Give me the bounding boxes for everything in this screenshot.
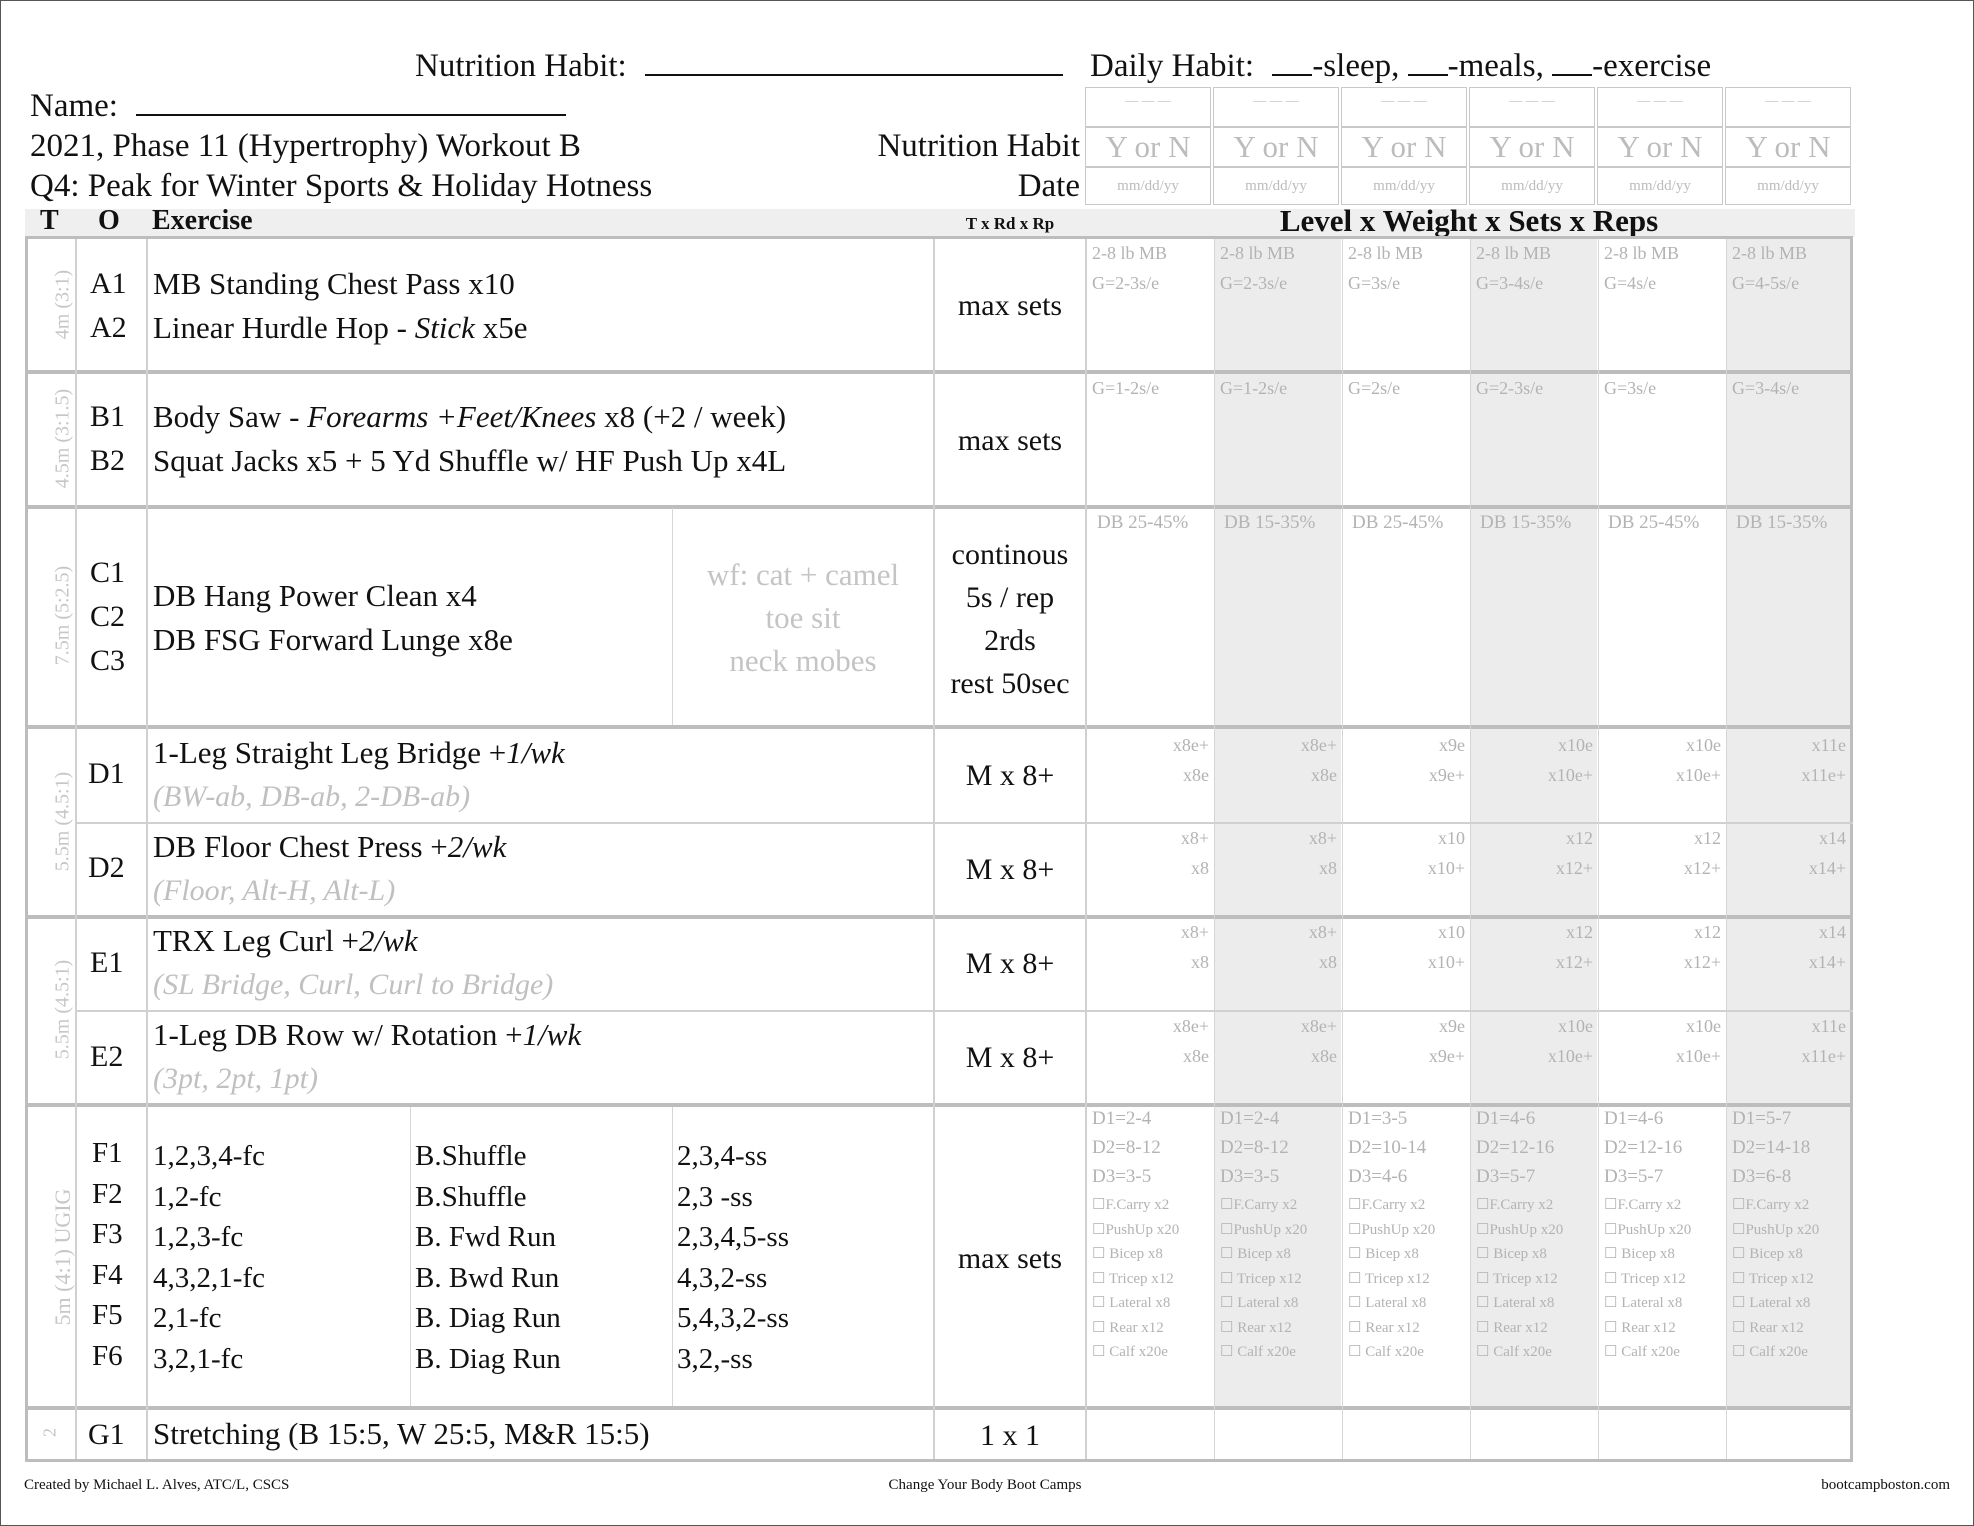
exercise-c2: DB FSG Forward Lunge x8e [153, 622, 513, 657]
exercise-e2-variations: (3pt, 2pt, 1pt) [153, 1062, 318, 1095]
daily-habit-check-cell[interactable]: __ __ __ [1469, 87, 1595, 127]
tracking-column [1341, 87, 1469, 207]
nutrition-yn-cell[interactable]: Y or N [1469, 127, 1595, 167]
level-b-5: G=3s/e [1604, 378, 1657, 398]
daily-habit-header [1090, 48, 1711, 85]
col-header-exercise: Exercise [152, 205, 253, 236]
level-a-1: 2-8 lb MB G=2-3s/e [1092, 243, 1168, 293]
level-e1-6: x14 x14+ [1808, 922, 1846, 972]
nutrition-yn-cell[interactable]: Y or N [1597, 127, 1723, 167]
nutrition-habit-blank[interactable] [645, 48, 1063, 76]
code-c2: C2 [90, 600, 126, 633]
exercise-d1-variations: (BW-ab, DB-ab, 2-DB-ab) [153, 780, 471, 813]
name-header [30, 88, 566, 125]
nutrition-yn-cell[interactable]: Y or N [1085, 127, 1211, 167]
exercise-blank[interactable] [1552, 48, 1592, 76]
quarter-focus: Q4: Peak for Winter Sports & Holiday Hotness [30, 168, 653, 204]
ugig-col-3: 2,3,4-ss 2,3 -ss 2,3,4,5-ss 4,3,2-ss 5,4,3,2-ss 3,2,-ss [677, 1140, 789, 1375]
exercise-a2: Linear Hurdle Hop - Stick x5e [153, 310, 528, 345]
tracking-header-grid [1085, 87, 1853, 207]
block-b-exercise [153, 395, 786, 483]
exercise-g1: Stretching (B 15:5, W 25:5, M&R 15:5) [153, 1416, 650, 1451]
level-d1-4: x10e x10e+ [1547, 735, 1593, 785]
code-d1: D1 [88, 757, 125, 790]
daily-habit-label: Daily Habit: [1090, 48, 1255, 84]
tracking-column [1725, 87, 1853, 207]
footer-brand: Change Your Body Boot Camps [888, 1477, 1082, 1493]
level-b-6: G=3-4s/e [1732, 378, 1800, 398]
trp-c: continous 5s / rep 2rds rest 50sec [950, 538, 1070, 700]
date-cell[interactable]: mm/dd/yy [1085, 167, 1211, 205]
level-e2-5: x10e x10e+ [1675, 1016, 1721, 1066]
col-divider [1726, 239, 1727, 1459]
block-b-codes [90, 395, 125, 483]
block-c-time: 7.5m (5:2.5) [51, 565, 74, 666]
daily-habit-check-cell[interactable]: __ __ __ [1725, 87, 1851, 127]
level-e2-6: x11e x11e+ [1801, 1016, 1846, 1066]
trp-d2: M x 8+ [965, 853, 1055, 886]
code-g1: G1 [88, 1418, 125, 1451]
level-b-1: G=1-2s/e [1092, 378, 1160, 398]
tracking-column [1469, 87, 1597, 207]
daily-habit-check-cell[interactable]: __ __ __ [1213, 87, 1339, 127]
ugig-checklist[interactable]: ☐F.Carry x2 ☐PushUp x20 ☐ Bicep x8 ☐ Tricep x12 ☐ Lateral x8 ☐ Rear x12 ☐ Calf x20e [1604, 1197, 1692, 1360]
col-header-trp: T x Rd x Rp [965, 214, 1055, 233]
daily-habit-check-cell[interactable]: __ __ __ [1597, 87, 1723, 127]
level-d2-1: x8+ x8 [1180, 828, 1209, 878]
block-c-exercise [153, 574, 513, 662]
level-c-6: DB 15-35% [1736, 512, 1828, 533]
ugig-col-2: B.Shuffle B.Shuffle B. Fwd Run B. Bwd Run B. Diag Run B. Diag Run [415, 1140, 561, 1375]
date-cell[interactable]: mm/dd/yy [1341, 167, 1467, 205]
ugig-checklist[interactable]: ☐F.Carry x2 ☐PushUp x20 ☐ Bicep x8 ☐ Tricep x12 ☐ Lateral x8 ☐ Rear x12 ☐ Calf x20e [1220, 1197, 1308, 1360]
code-f3: F3 [92, 1218, 123, 1250]
trp-e2: M x 8+ [965, 1041, 1055, 1074]
level-c-5: DB 25-45% [1608, 512, 1700, 533]
col-divider [1342, 239, 1343, 1459]
col-header-o: O [98, 205, 120, 236]
ugig-level-4: D1=4-6 D2=12-16 D3=5-7 [1476, 1108, 1555, 1187]
block-g-time: 2 [39, 1428, 60, 1437]
tracking-column [1213, 87, 1341, 207]
exercise-b2: Squat Jacks x5 + 5 Yd Shuffle w/ HF Push Up x4L [153, 443, 787, 478]
level-d1-6: x11e x11e+ [1801, 735, 1846, 785]
trp-b: max sets [957, 424, 1063, 457]
level-d1-2: x8e+ x8e [1300, 735, 1337, 785]
code-e2: E2 [90, 1040, 124, 1073]
name-blank[interactable] [136, 88, 566, 116]
daily-habit-check-cell[interactable]: __ __ __ [1085, 87, 1211, 127]
level-d2-2: x8+ x8 [1308, 828, 1337, 878]
tracking-column [1085, 87, 1213, 207]
code-b1: B1 [90, 400, 126, 433]
warmup-line: wf: cat + camel [706, 557, 900, 592]
level-b-2: G=1-2s/e [1220, 378, 1288, 398]
meals-blank[interactable] [1408, 48, 1448, 76]
ugig-divider [672, 1107, 673, 1406]
col-divider [1214, 239, 1215, 1459]
code-f2: F2 [92, 1177, 123, 1210]
level-b-4: G=2-3s/e [1476, 378, 1544, 398]
level-e1-3: x10 x10+ [1427, 922, 1465, 972]
level-e2-3: x9e x9e+ [1428, 1016, 1465, 1066]
col-divider [146, 239, 148, 1459]
nutrition-yn-cell[interactable]: Y or N [1725, 127, 1851, 167]
block-c-codes [90, 551, 125, 683]
ugig-level-1: D1=2-4 D2=8-12 D3=3-5 [1092, 1108, 1161, 1187]
exercise-d1: 1-Leg Straight Leg Bridge +1/wk (BW-ab, DB-ab, 2-DB-ab) [153, 731, 565, 819]
block-a-exercise [153, 262, 527, 350]
ugig-level-2: D1=2-4 D2=8-12 D3=3-5 [1220, 1108, 1289, 1187]
exercise-e1: TRX Leg Curl +2/wk (SL Bridge, Curl, Curl to Bridge) [153, 919, 553, 1007]
daily-habit-exercise: -exercise [1592, 48, 1712, 84]
trp-d1: M x 8+ [965, 759, 1055, 792]
ugig-checklist[interactable]: ☐F.Carry x2 ☐PushUp x20 ☐ Bicep x8 ☐ Tricep x12 ☐ Lateral x8 ☐ Rear x12 ☐ Calf x20e [1732, 1197, 1820, 1360]
ugig-checklist[interactable]: ☐F.Carry x2 ☐PushUp x20 ☐ Bicep x8 ☐ Tricep x12 ☐ Lateral x8 ☐ Rear x12 ☐ Calf x20e [1092, 1197, 1180, 1360]
level-d2-6: x14 x14+ [1808, 828, 1846, 878]
code-f4: F4 [92, 1258, 123, 1291]
trp-e1: M x 8+ [965, 947, 1055, 980]
level-e1-1: x8+ x8 [1180, 922, 1209, 972]
footer-credit: Created by Michael L. Alves, ATC/L, CSCS [24, 1477, 290, 1493]
level-e1-5: x12 x12+ [1683, 922, 1721, 972]
exercise-b1: Body Saw - Forearms +Feet/Knees x8 (+2 / week) [153, 399, 787, 434]
code-a2: A2 [90, 311, 127, 344]
level-c-4: DB 15-35% [1480, 512, 1572, 533]
level-a-6: 2-8 lb MB G=4-5s/e [1732, 243, 1808, 293]
nutrition-yn-cell[interactable]: Y or N [1341, 127, 1467, 167]
exercise-d2: DB Floor Chest Press +2/wk (Floor, Alt-H, Alt-L) [153, 825, 506, 913]
col-divider [1470, 239, 1471, 1459]
block-d-time: 5.5m (4.5:1) [51, 771, 74, 872]
block-b-time: 4.5m (3:1.5) [51, 388, 74, 489]
level-c-3: DB 25-45% [1352, 512, 1444, 533]
code-f5: F5 [92, 1299, 123, 1331]
block-divider [25, 370, 1853, 374]
ugig-checklist[interactable]: ☐F.Carry x2 ☐PushUp x20 ☐ Bicep x8 ☐ Tricep x12 ☐ Lateral x8 ☐ Rear x12 ☐ Calf x20e [1348, 1197, 1436, 1360]
code-d2: D2 [88, 851, 125, 884]
level-e2-2: x8e+ x8e [1300, 1016, 1337, 1066]
ugig-divider [410, 1107, 411, 1406]
ugig-checklist[interactable]: ☐F.Carry x2 ☐PushUp x20 ☐ Bicep x8 ☐ Tricep x12 ☐ Lateral x8 ☐ Rear x12 ☐ Calf x20e [1476, 1197, 1564, 1360]
block-a-codes [90, 262, 127, 350]
code-f6: F6 [92, 1339, 123, 1372]
sleep-blank[interactable] [1272, 48, 1312, 76]
level-e2-4: x10e x10e+ [1547, 1016, 1593, 1066]
level-a-5: 2-8 lb MB G=4s/e [1604, 243, 1680, 293]
date-row-label: Date [1017, 168, 1080, 204]
code-c3: C3 [90, 644, 126, 677]
ugig-col-1: 1,2,3,4-fc 1,2-fc 1,2,3-fc 4,3,2,1-fc 2,1-fc 3,2,1-fc [153, 1140, 265, 1375]
col-divider [1598, 239, 1599, 1459]
exercise-a1: MB Standing Chest Pass x10 [153, 266, 515, 301]
exercise-e1-variations: (SL Bridge, Curl, Curl to Bridge) [153, 968, 554, 1001]
level-a-4: 2-8 lb MB G=3-4s/e [1476, 243, 1552, 293]
nutrition-habit-label: Nutrition Habit: [415, 48, 627, 84]
level-d2-5: x12 x12+ [1683, 828, 1721, 878]
ugig-level-5: D1=4-6 D2=12-16 D3=5-7 [1604, 1108, 1683, 1187]
level-a-2: 2-8 lb MB G=2-3s/e [1220, 243, 1296, 293]
date-cell[interactable]: mm/dd/yy [1725, 167, 1851, 205]
daily-habit-meals: -meals, [1447, 48, 1544, 84]
block-divider [25, 1103, 1853, 1107]
nutrition-habit-header [415, 48, 1063, 85]
date-cell[interactable]: mm/dd/yy [1213, 167, 1339, 205]
col-header-t: T [40, 205, 59, 236]
level-d1-3: x9e x9e+ [1428, 735, 1465, 785]
warmup-notes [674, 553, 932, 682]
level-e2-1: x8e+ x8e [1172, 1016, 1209, 1066]
code-b2: B2 [90, 444, 126, 477]
block-e-time: 5.5m (4.5:1) [51, 959, 74, 1060]
ugig-level-3: D1=3-5 D2=10-14 D3=4-6 [1348, 1108, 1427, 1187]
exercise-d2-variations: (Floor, Alt-H, Alt-L) [153, 874, 396, 907]
level-d2-3: x10 x10+ [1427, 828, 1465, 878]
trp-f: max sets [957, 1242, 1063, 1275]
footer-website[interactable]: bootcampboston.com [1821, 1477, 1950, 1493]
warmup-divider [672, 508, 673, 725]
warmup-line: neck mobes [729, 643, 877, 678]
block-f-time: 5m (4:1) UGIG [50, 1188, 75, 1326]
level-d2-4: x12 x12+ [1555, 828, 1593, 878]
trp-a: max sets [957, 289, 1063, 322]
level-c-2: DB 15-35% [1224, 512, 1316, 533]
block-divider [25, 725, 1853, 729]
level-d1-5: x10e x10e+ [1675, 735, 1721, 785]
block-f-codes [92, 1133, 123, 1376]
col-header-level: Level x Weight x Sets x Reps [1279, 203, 1659, 238]
level-b-3: G=2s/e [1348, 378, 1401, 398]
block-a-time: 4m (3:1) [51, 269, 74, 340]
block-divider [25, 1406, 1853, 1410]
code-c1: C1 [90, 556, 126, 589]
date-cell[interactable]: mm/dd/yy [1469, 167, 1595, 205]
code-e1: E1 [90, 946, 124, 979]
code-a1: A1 [90, 267, 127, 300]
ugig-level-6: D1=5-7 D2=14-18 D3=6-8 [1732, 1108, 1811, 1187]
exercise-e2: 1-Leg DB Row w/ Rotation +1/wk (3pt, 2pt, 1pt) [153, 1013, 581, 1101]
daily-habit-sleep: -sleep, [1312, 48, 1400, 84]
col-divider [1085, 239, 1087, 1459]
level-e1-2: x8+ x8 [1308, 922, 1337, 972]
level-a-3: 2-8 lb MB G=3s/e [1348, 243, 1424, 293]
level-e1-4: x12 x12+ [1555, 922, 1593, 972]
code-f1: F1 [92, 1137, 123, 1169]
nutrition-habit-row-label: Nutrition Habit [877, 128, 1080, 164]
nutrition-yn-cell[interactable]: Y or N [1213, 127, 1339, 167]
date-cell[interactable]: mm/dd/yy [1597, 167, 1723, 205]
level-d1-1: x8e+ x8e [1172, 735, 1209, 785]
exercise-c1: DB Hang Power Clean x4 [153, 578, 477, 613]
tracking-column [1597, 87, 1725, 207]
program-title: 2021, Phase 11 (Hypertrophy) Workout B [30, 128, 581, 164]
trp-g: 1 x 1 [980, 1419, 1040, 1452]
block-divider [25, 505, 1853, 509]
level-c-1: DB 25-45% [1097, 512, 1189, 533]
warmup-line: toe sit [765, 600, 841, 635]
name-label: Name: [30, 88, 118, 124]
daily-habit-check-cell[interactable]: __ __ __ [1341, 87, 1467, 127]
